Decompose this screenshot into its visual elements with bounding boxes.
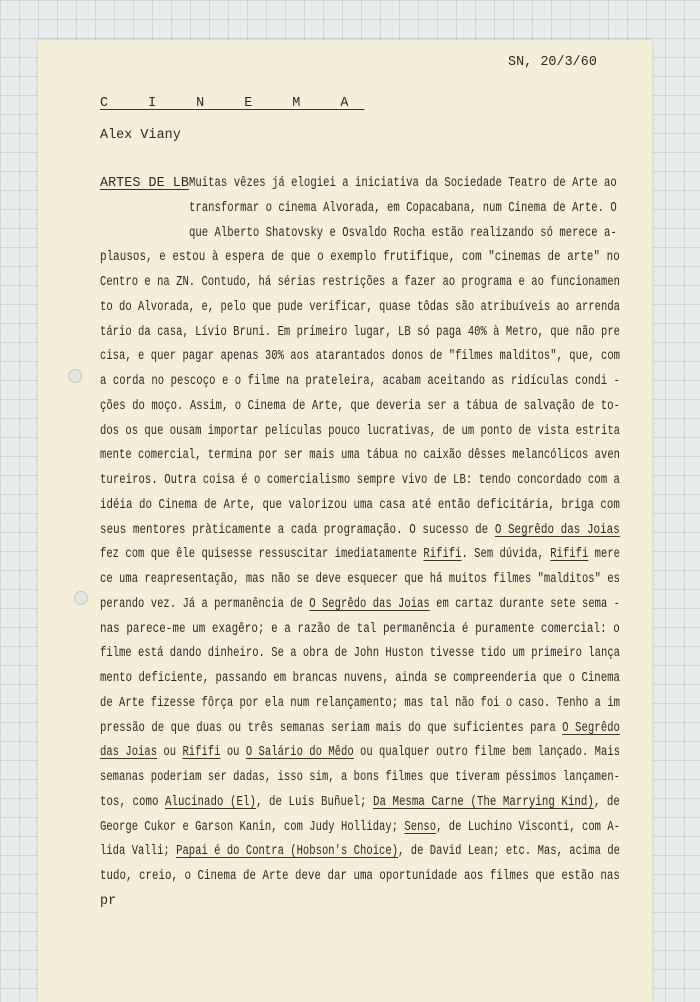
text-line — [189, 202, 617, 215]
text-line — [100, 449, 620, 462]
text-line — [100, 845, 620, 858]
text-segment: tureiros. Outra coisa é o comercialismo sempre vivo de LB: tendo concordado com a — [100, 473, 620, 488]
underlined-title: O Segrêdo das Joias — [309, 597, 430, 612]
text-segment: George Cukor e Garson Kanin, com Judy Holliday; — [100, 820, 405, 835]
text-segment: Centro e na ZN. Contudo, há sérias restrições a fazer ao programa e ao funcionamen — [100, 275, 621, 290]
underlined-title: das Joias — [100, 745, 158, 760]
underlined-title: Rififi — [550, 547, 589, 562]
text-segment: ou — [157, 745, 183, 760]
text-segment: de Arte fizesse fôrça por ela num relançamento; mas tal não foi o caso. Tenho a im — [100, 696, 621, 711]
text-segment: seus mentores pràticamente a cada programação. O sucesso de — [100, 523, 495, 538]
text-line — [100, 400, 620, 413]
text-segment: fez com que êle quisesse ressuscitar imediatamente — [100, 547, 424, 562]
text-line — [100, 672, 620, 685]
text-segment: pr — [100, 894, 117, 909]
underlined-title: O Salário do Mêdo — [245, 745, 354, 760]
text-line — [100, 697, 620, 710]
text-line — [100, 796, 620, 809]
text-segment: dos os que ousam importar películas pouco lucrativas, de um ponto de vista estrita — [100, 424, 621, 439]
text-segment: perando vez. Já a permanência de — [100, 597, 310, 612]
text-line — [100, 425, 620, 438]
column-title: C I N E M A — [100, 96, 365, 111]
text-segment: idéia do Cinema de Arte, que valorizou uma casa até então deficitária, briga com — [100, 498, 620, 513]
text-line — [100, 647, 620, 660]
text-line — [100, 474, 620, 487]
text-line — [100, 821, 620, 834]
text-line — [100, 326, 620, 339]
text-line — [100, 722, 620, 735]
text-segment: que Alberto Shatovsky e Osvaldo Rocha estão realizando só merece a- — [189, 226, 617, 241]
underlined-title: O Segrêdo das Joias — [494, 523, 620, 538]
underlined-title: Senso — [404, 820, 437, 835]
text-line — [100, 276, 620, 289]
text-line — [100, 746, 620, 759]
text-line — [100, 771, 620, 784]
text-line — [100, 350, 620, 363]
text-segment: em cartaz durante sete sema - — [429, 597, 621, 612]
text-segment: pressão de que duas ou três semanas seriam mais do que suficientes para — [100, 721, 563, 736]
text-segment: filme está dando dinheiro. Se a obra de John Huston tivesse tido um primeiro lança — [100, 646, 621, 661]
punch-hole-bottom — [74, 591, 88, 605]
text-line — [100, 499, 620, 512]
underlined-title: Alucinado (El) — [164, 795, 256, 810]
text-segment: tos, como — [100, 795, 165, 810]
text-line — [189, 227, 617, 240]
text-line — [100, 375, 620, 388]
text-segment: semanas poderiam ser dadas, isso sim, a bons filmes que tiveram péssimos lançamen- — [100, 770, 621, 785]
text-segment: nas parece-me um exagêro; e a razão de tal permanência é puramente comercial: o — [100, 622, 620, 637]
section-heading: ARTES DE LB — [100, 176, 189, 191]
text-line — [100, 598, 620, 611]
text-segment: , de — [593, 795, 620, 810]
text-segment: mento deficiente, passando em brancas nuvens, ainda se compreenderia que o Cinema — [100, 671, 620, 686]
text-segment: mere — [588, 547, 621, 562]
text-line — [100, 870, 620, 883]
text-segment: plausos, e estou à espera de que o exemplo frutifique, com "cinemas de arte" no — [100, 250, 620, 265]
text-line — [100, 573, 620, 586]
text-segment: , de Luchino Visconti, com A- — [436, 820, 621, 835]
text-segment: to do Alvorada, e, pelo que pude verificar, quase tôdas são atribuíveis ao arrenda — [100, 300, 621, 315]
text-line — [100, 548, 620, 561]
underlined-title: Da Mesma Carne (The Marrying Kind) — [372, 795, 594, 810]
text-segment: lida Valli; — [100, 844, 177, 859]
text-segment: mente comercial, termina por ser mais uma tábua no caixão dêsses melancólicos aven — [100, 448, 621, 463]
text-line — [189, 177, 617, 190]
underlined-title: Rififi — [423, 547, 462, 562]
author-name: Alex Viany — [100, 128, 181, 143]
text-line — [100, 301, 620, 314]
text-line — [100, 524, 620, 537]
text-segment: Muitas vêzes já elogiei a iniciativa da Sociedade Teatro de Arte ao — [189, 176, 617, 191]
underlined-title: O Segrêdo — [562, 721, 620, 736]
date-line: SN, 20/3/60 — [508, 55, 597, 70]
text-segment: , de Luis Buñuel; — [255, 795, 373, 810]
text-line — [100, 623, 620, 636]
text-segment: ou qualquer outro filme bem lançado. Mais — [353, 745, 621, 760]
text-line — [100, 895, 116, 908]
text-segment: tário da casa, Lívio Bruni. Em primeiro lugar, LB só paga 40% à Metro, que não pre — [100, 325, 621, 340]
text-segment: ou — [220, 745, 246, 760]
text-segment: ções do moço. Assim, o Cinema de Arte, que deveria ser a tábua de salvação de to- — [100, 399, 620, 414]
text-segment: a corda no pescoço e o filme na prateleira, acabam aceitando as ridículas condi - — [100, 374, 620, 389]
text-segment: cisa, e quer pagar apenas 30% aos atarantados donos de "filmes malditos", que, com — [100, 349, 621, 364]
underlined-title: Rififi — [182, 745, 221, 760]
text-segment: ce uma reapresentação, mas não se deve esquecer que há muitos filmes "malditos" es — [100, 572, 621, 587]
underlined-title: Papai é do Contra (Hobson's Choice) — [176, 844, 399, 859]
text-segment: transformar o cinema Alvorada, em Copacabana, num Cinema de Arte. O — [189, 201, 617, 216]
text-segment: . Sem dúvida, — [461, 547, 551, 562]
text-segment: tudo, creio, o Cinema de Arte deve dar uma oportunidade aos filmes que estão nas — [100, 869, 620, 884]
punch-hole-top — [68, 369, 82, 383]
text-segment: , de David Lean; etc. Mas, acima de — [398, 844, 621, 859]
text-line — [100, 251, 620, 264]
